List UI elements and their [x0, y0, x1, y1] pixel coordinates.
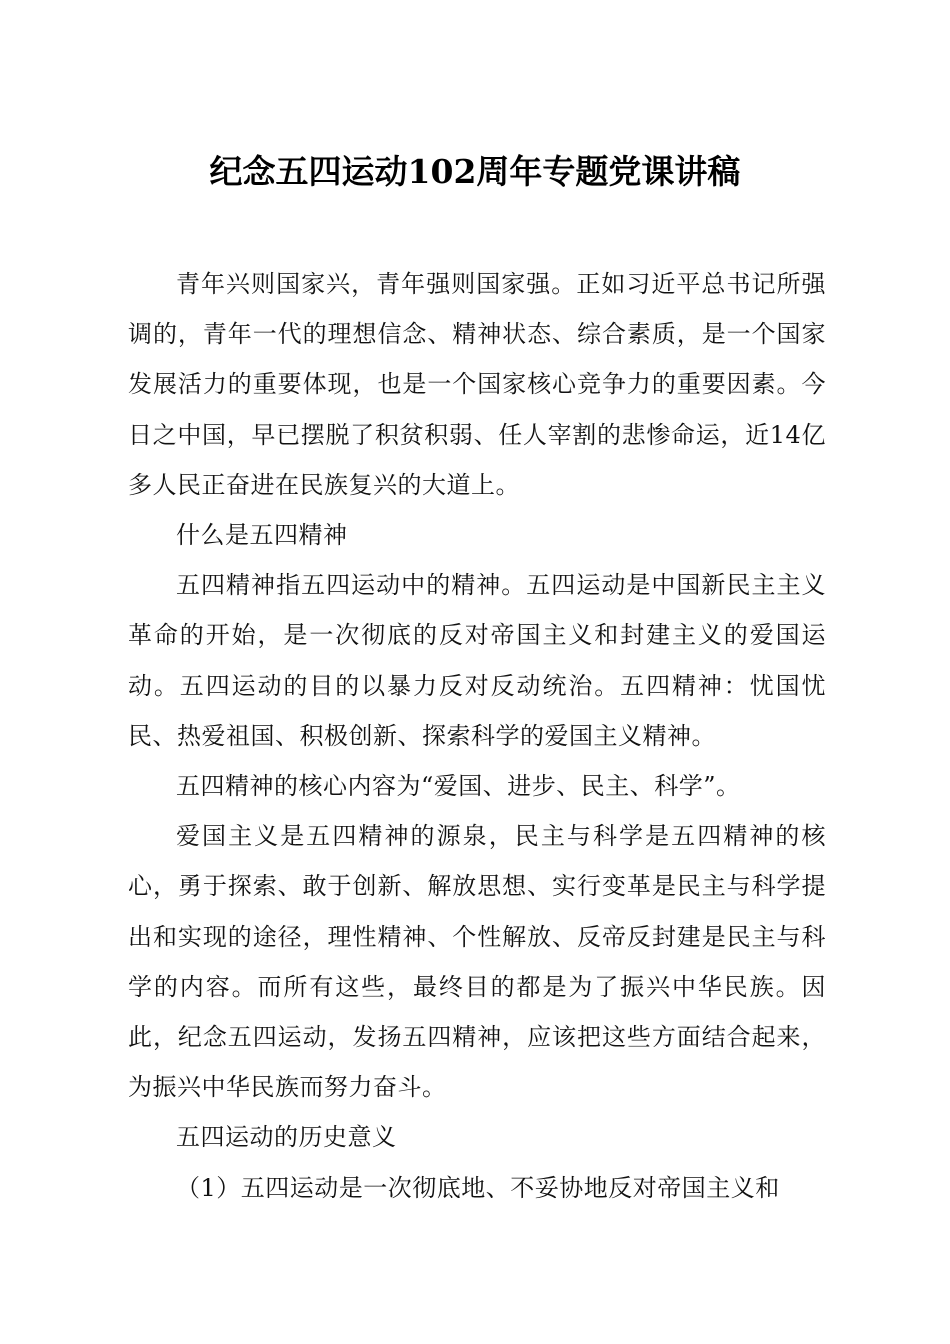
section-heading-what-is-may-fourth-spirit: 什么是五四精神	[176, 521, 348, 550]
patriotism-paragraph: 爱国主义是五四精神的源泉，民主与科学是五四精神的核心，勇于探索、敢于创新、解放思想、实行变革是民主与科学提出和实现的途径，理性精神、个性解放、反帝反封建是民主与科学的内容。而所有这些，最终目的都是为了振兴中华民族。因此，纪念五四运动，发扬五四精神，应该把这些方面结合起来，为振兴中华民族而努力奋斗。	[128, 822, 826, 1102]
section-heading-historical-significance: 五四运动的历史意义	[176, 1123, 397, 1152]
core-content-paragraph: 五四精神的核心内容为“爱国、进步、民主、科学”。	[176, 772, 741, 801]
significance-item-1: （1）五四运动是一次彻底地、不妥协地反对帝国主义和	[176, 1173, 780, 1202]
document-body	[128, 259, 826, 1213]
intro-paragraph: 青年兴则国家兴，青年强则国家强。正如习近平总书记所强调的，青年一代的理想信念、精神状态、综合素质，是一个国家发展活力的重要体现，也是一个国家核心竞争力的重要因素。今日之中国，早已摆脱了积贫积弱、任人宰割的悲惨命运，近14亿多人民正奋进在民族复兴的大道上。	[128, 270, 826, 499]
document-title: 纪念五四运动102周年专题党课讲稿	[209, 152, 741, 191]
may-fourth-spirit-paragraph: 五四精神指五四运动中的精神。五四运动是中国新民主主义革命的开始，是一次彻底的反对帝国主义和封建主义的爱国运动。五四运动的目的以暴力反对反动统治。五四精神：忧国忧民、热爱祖国、积极创新、探索科学的爱国主义精神。	[128, 571, 826, 750]
